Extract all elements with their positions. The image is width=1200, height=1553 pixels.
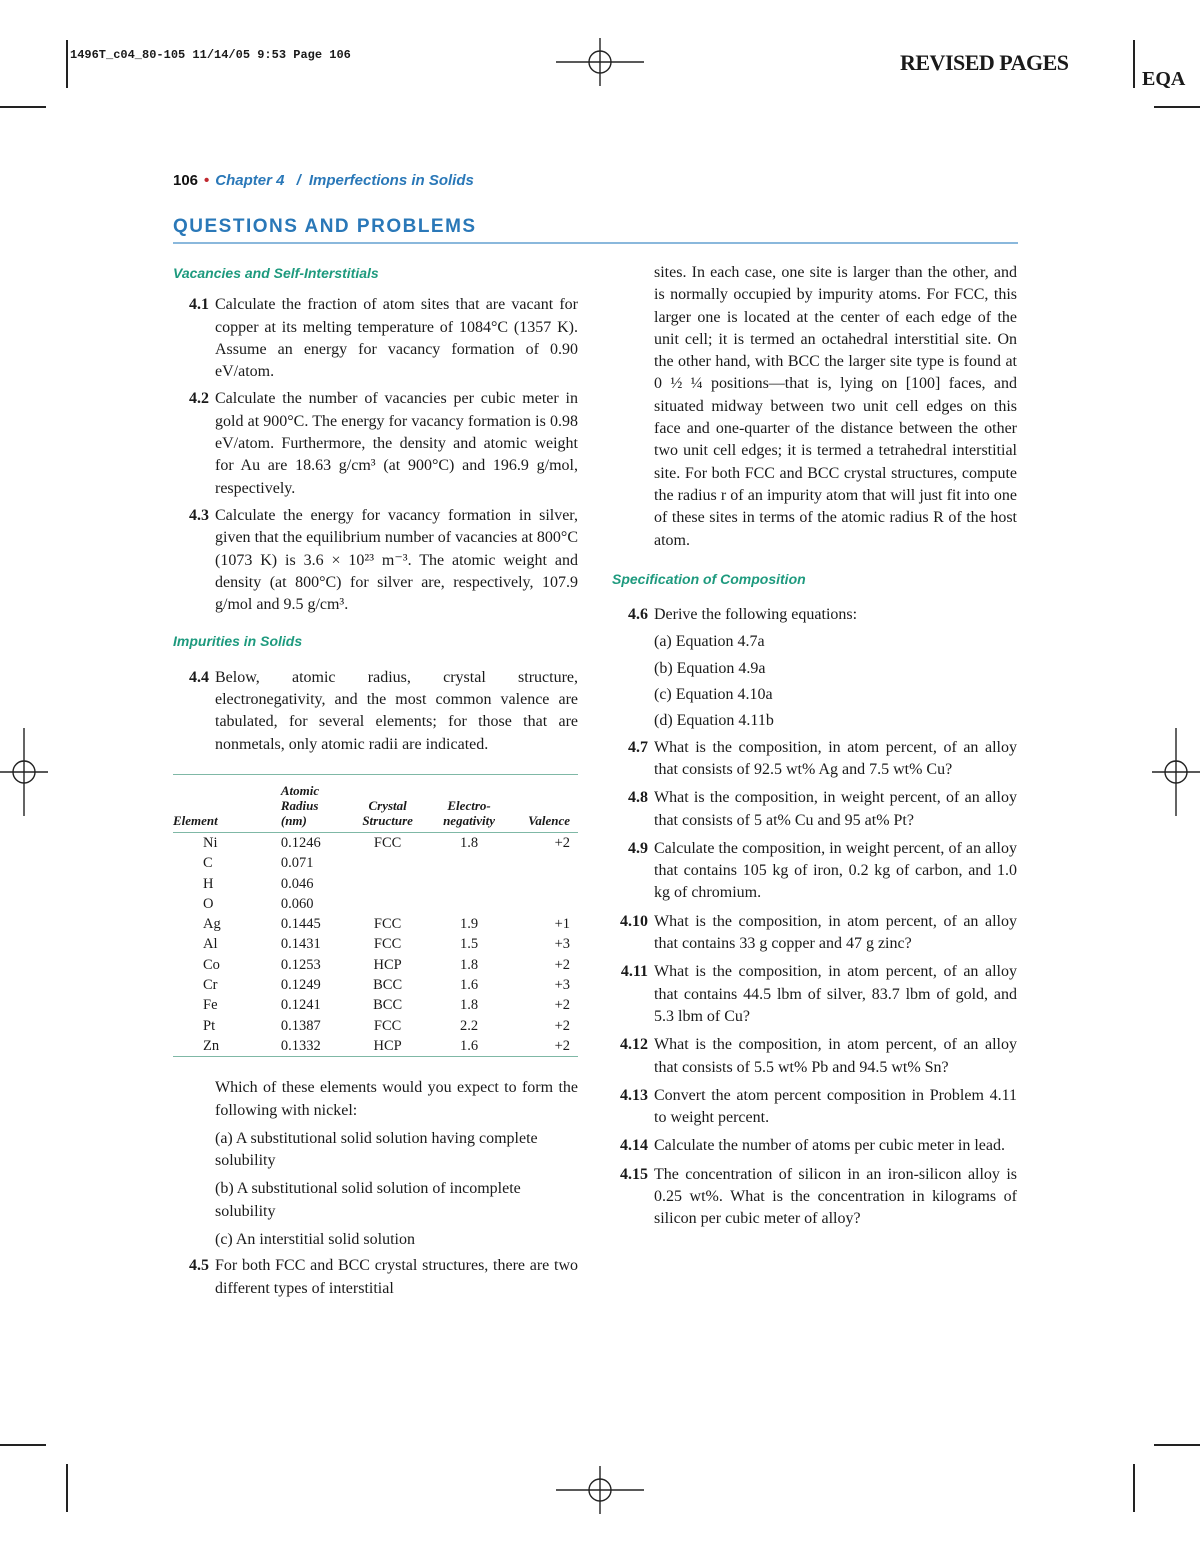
- problem-4-5: [173, 1255, 578, 1300]
- radius-cell: 0.1253: [280, 956, 321, 973]
- crop-mark: [66, 1464, 68, 1512]
- problem-text: What is the composition, in atom percent, of an alloy that contains 44.5 lbm of silver, 83.7 lbm of gold, and 5.3 lbm of Cu?: [654, 963, 1017, 1025]
- crop-mark: [1154, 1444, 1200, 1446]
- problem-4-4-part-c: (c) An interstitial solid solution: [215, 1230, 415, 1248]
- valence-cell: +2: [554, 1017, 570, 1034]
- problem-4-14: [612, 1135, 1017, 1157]
- structure-cell: [348, 894, 427, 914]
- valence-cell: +1: [554, 916, 570, 933]
- table-row: [173, 975, 578, 995]
- table-row: [173, 1016, 578, 1036]
- problem-text: Below, atomic radius, crystal structure, electronegativity, and the most common valence are tabulated, for several elements; for those that are nonmetals, only atomic radii are indicated.: [215, 668, 578, 753]
- table-row: [173, 832, 578, 853]
- problem-number: 4.1: [189, 296, 209, 314]
- running-head: [173, 172, 474, 189]
- radius-cell: 0.1241: [280, 997, 321, 1014]
- registration-mark-top: [556, 38, 644, 86]
- right-column: [612, 262, 1017, 1236]
- problem-text: Calculate the fraction of atom sites that are vacant for copper at its melting temperature of 1084°C (1357 K). Assume an energy for vacancy formation of 0.90 eV/atom.: [215, 296, 578, 381]
- separator: /: [296, 172, 301, 189]
- problem-number: 4.14: [620, 1137, 648, 1155]
- radius-cell: 0.060: [280, 895, 314, 912]
- table-row: [173, 934, 578, 954]
- chapter-title: Imperfections in Solids: [308, 172, 474, 189]
- section-rule: [173, 242, 1018, 244]
- problem-4-13: [612, 1085, 1017, 1130]
- problem-number: 4.2: [189, 390, 209, 408]
- structure-cell: FCC: [373, 1017, 402, 1034]
- problem-4-15: [612, 1164, 1017, 1231]
- problem-4-9: [612, 838, 1017, 905]
- element-cell: Zn: [173, 1036, 265, 1057]
- electronegativity-cell: 1.8: [460, 997, 479, 1014]
- problem-text: Calculate the number of atoms per cubic meter in lead.: [654, 1137, 1005, 1155]
- element-cell: Co: [203, 956, 220, 973]
- structure-cell: HCP: [373, 956, 402, 973]
- problem-number: 4.10: [620, 912, 648, 930]
- table-row: [173, 894, 578, 914]
- problem-text: Calculate the number of vacancies per cubic meter in gold at 900°C. The energy for vacancy formation is 0.98 eV/atom. Furthermore, the density and atomic weight for Au are 18.63 g/cm³ (at 900°C) and 196.9 g/mol, respectively.: [215, 390, 578, 497]
- crop-mark: [0, 106, 46, 108]
- problem-text: What is the composition, in atom percent, of an alloy that consists of 92.5 wt% Ag and 7.5 wt% Cu?: [654, 738, 1017, 778]
- problem-number: 4.13: [620, 1086, 648, 1104]
- radius-cell: 0.1246: [280, 834, 321, 851]
- structure-cell: BCC: [373, 977, 403, 994]
- equation-part-b: (b) Equation 4.9a: [654, 659, 766, 677]
- electronegativity-cell: [427, 874, 511, 894]
- registration-mark-right: [1152, 728, 1200, 816]
- problem-number: 4.5: [189, 1257, 209, 1275]
- structure-cell: HCP: [348, 1036, 427, 1057]
- table-row: [173, 1036, 578, 1057]
- element-cell: Cr: [203, 977, 218, 994]
- electronegativity-cell: 1.5: [460, 936, 479, 953]
- equation-part-d: (d) Equation 4.11b: [654, 712, 774, 730]
- problem-number: 4.3: [189, 506, 209, 524]
- table-row: [173, 853, 578, 873]
- valence-cell: +2: [554, 834, 570, 851]
- eqa-label: EQA: [1142, 68, 1186, 90]
- table-header: Electro-negativity: [427, 781, 511, 833]
- crop-mark: [0, 1444, 46, 1446]
- problem-4-11: [612, 961, 1017, 1028]
- problem-text: For both FCC and BCC crystal structures, there are two different types of interstitial: [215, 1257, 578, 1297]
- table-header: Element: [173, 781, 265, 833]
- left-column: [173, 262, 578, 1305]
- problem-number: 4.12: [620, 1036, 648, 1054]
- problem-4-10: [612, 911, 1017, 956]
- problem-4-7: [612, 737, 1017, 782]
- problem-text: What is the composition, in atom percent, of an alloy that consists of 5.5 wt% Pb and 94.5 wt% Sn?: [654, 1036, 1017, 1076]
- problem-number: 4.4: [189, 668, 209, 686]
- problem-4-3: [173, 505, 578, 616]
- table-header: Atomic Radius (nm): [265, 781, 348, 833]
- radius-cell: 0.1431: [280, 936, 321, 953]
- electronegativity-cell: 1.8: [460, 834, 479, 851]
- problem-4-12: [612, 1034, 1017, 1079]
- chapter-label: Chapter 4: [215, 172, 285, 189]
- problem-number: 4.6: [628, 606, 648, 624]
- valence-cell: +2: [511, 1036, 578, 1057]
- table-row: [173, 955, 578, 975]
- problem-4-1: [173, 294, 578, 383]
- table-row: [173, 995, 578, 1015]
- structure-cell: BCC: [373, 997, 403, 1014]
- subheading-impurities: Impurities in Solids: [173, 633, 303, 650]
- electronegativity-cell: [427, 894, 511, 914]
- structure-cell: FCC: [373, 936, 402, 953]
- electronegativity-cell: 2.2: [460, 1017, 479, 1034]
- radius-cell: 0.1332: [265, 1036, 348, 1057]
- crop-mark: [1133, 1464, 1135, 1512]
- element-cell: Al: [203, 936, 218, 953]
- radius-cell: 0.1249: [280, 977, 321, 994]
- crop-mark: [66, 40, 68, 88]
- crop-mark: [1133, 40, 1135, 88]
- valence-cell: +3: [554, 977, 570, 994]
- element-cell: Pt: [203, 1017, 216, 1034]
- problem-4-4-part-b: (b) A substitutional solid solution of incomplete solubility: [215, 1180, 521, 1220]
- radius-cell: 0.071: [280, 855, 314, 872]
- bullet: •: [204, 172, 210, 189]
- problem-text: The concentration of silicon in an iron-silicon alloy is 0.25 wt%. What is the concentration in kilograms of silicon per cubic meter of alloy?: [654, 1165, 1017, 1228]
- valence-cell: [511, 853, 578, 873]
- problem-text: Calculate the composition, in weight percent, of an alloy that contains 105 kg of iron, 0.2 kg of carbon, and 1.0 kg of chromium.: [654, 839, 1017, 902]
- problem-number: 4.8: [628, 789, 648, 807]
- structure-cell: FCC: [373, 916, 402, 933]
- radius-cell: 0.1445: [280, 916, 321, 933]
- equation-part-a: (a) Equation 4.7a: [654, 633, 765, 651]
- element-cell: C: [203, 855, 213, 872]
- crop-mark: [1154, 106, 1200, 108]
- problem-text: What is the composition, in atom percent, of an alloy that contains 33 g copper and 47 g zinc?: [654, 912, 1017, 953]
- element-cell: Ni: [203, 834, 218, 851]
- printer-slug: 1496T_c04_80-105 11/14/05 9:53 Page 106: [70, 48, 351, 62]
- structure-cell: [348, 853, 427, 873]
- problem-number: 4.11: [620, 963, 648, 981]
- problem-4-8: [612, 787, 1017, 832]
- subheading-composition: Specification of Composition: [612, 570, 806, 587]
- problem-4-4-part-a: (a) A substitutional solid solution having complete solubility: [215, 1129, 538, 1170]
- page-number: 106: [173, 172, 199, 189]
- element-properties-table: [173, 774, 578, 1057]
- revised-pages-label: REVISED PAGES: [900, 50, 1069, 75]
- subheading-vacancies: Vacancies and Self-Interstitials: [173, 265, 379, 281]
- electronegativity-cell: 1.6: [460, 977, 479, 994]
- element-cell: O: [203, 895, 214, 912]
- registration-mark-bottom: [556, 1466, 644, 1514]
- problem-4-4-question: Which of these elements would you expect to form the following with nickel:: [215, 1079, 578, 1119]
- problem-4-4: [173, 667, 578, 756]
- valence-cell: +3: [554, 936, 570, 953]
- registration-mark-left: [0, 728, 48, 816]
- electronegativity-cell: 1.8: [460, 956, 479, 973]
- valence-cell: +2: [554, 956, 570, 973]
- equation-part-c: (c) Equation 4.10a: [654, 686, 773, 704]
- electronegativity-cell: [427, 853, 511, 873]
- table-row: [173, 874, 578, 894]
- section-title: QUESTIONS AND PROBLEMS: [173, 216, 477, 237]
- problem-4-2: [173, 388, 578, 499]
- electronegativity-cell: 1.9: [460, 916, 479, 933]
- radius-cell: 0.1387: [280, 1017, 321, 1034]
- structure-cell: [348, 874, 427, 894]
- table-header: Valence: [511, 781, 578, 833]
- problem-number: 4.9: [628, 839, 648, 857]
- structure-cell: FCC: [373, 834, 402, 851]
- problem-4-5-continued: sites. In each case, one site is larger than the other, and is normally occupied by impurity atoms. For FCC, this larger one is located at the center of each edge of the unit cell; it is termed an octahedral interstitial site. On the other hand, with BCC the larger site type is found at 0 ½ ¼ positions—that is, lying on [100] faces, and situated midway between two unit cell edges on this face and one-quarter of the distance between the other two unit cell edges; it is termed a tetrahedral interstitial site. For both FCC and BCC crystal structures, compute the radius r of an impurity atom that will just fit into one of these sites in terms of the atomic radius R of the host atom.: [654, 264, 1017, 549]
- problem-text: Calculate the energy for vacancy formation in silver, given that the equilibrium number of vacancies at 800°C (1073 K) is 3.6 × 10²³ m⁻³. The atomic weight and density (at 800°C) for silver are, respectively, 107.9 g/mol and 9.5 g/cm³.: [215, 506, 578, 614]
- problem-text: Convert the atom percent composition in Problem 4.11 to weight percent.: [654, 1086, 1017, 1127]
- problem-4-6: [612, 604, 1017, 626]
- element-cell: Fe: [203, 997, 218, 1014]
- element-cell: Ag: [203, 916, 221, 933]
- problem-text: What is the composition, in weight percent, of an alloy that consists of 5 at% Cu and 95 at% Pt?: [654, 789, 1017, 829]
- problem-number: 4.7: [628, 738, 648, 756]
- valence-cell: [511, 874, 578, 894]
- table-header: Crystal Structure: [348, 781, 427, 833]
- element-cell: H: [203, 875, 214, 892]
- problem-number: 4.15: [620, 1165, 648, 1183]
- valence-cell: +2: [554, 997, 570, 1014]
- radius-cell: 0.046: [280, 875, 314, 892]
- electronegativity-cell: 1.6: [427, 1036, 511, 1057]
- equation-part: [612, 631, 1017, 732]
- problem-text: Derive the following equations:: [654, 606, 858, 624]
- valence-cell: [511, 894, 578, 914]
- table-row: [173, 914, 578, 934]
